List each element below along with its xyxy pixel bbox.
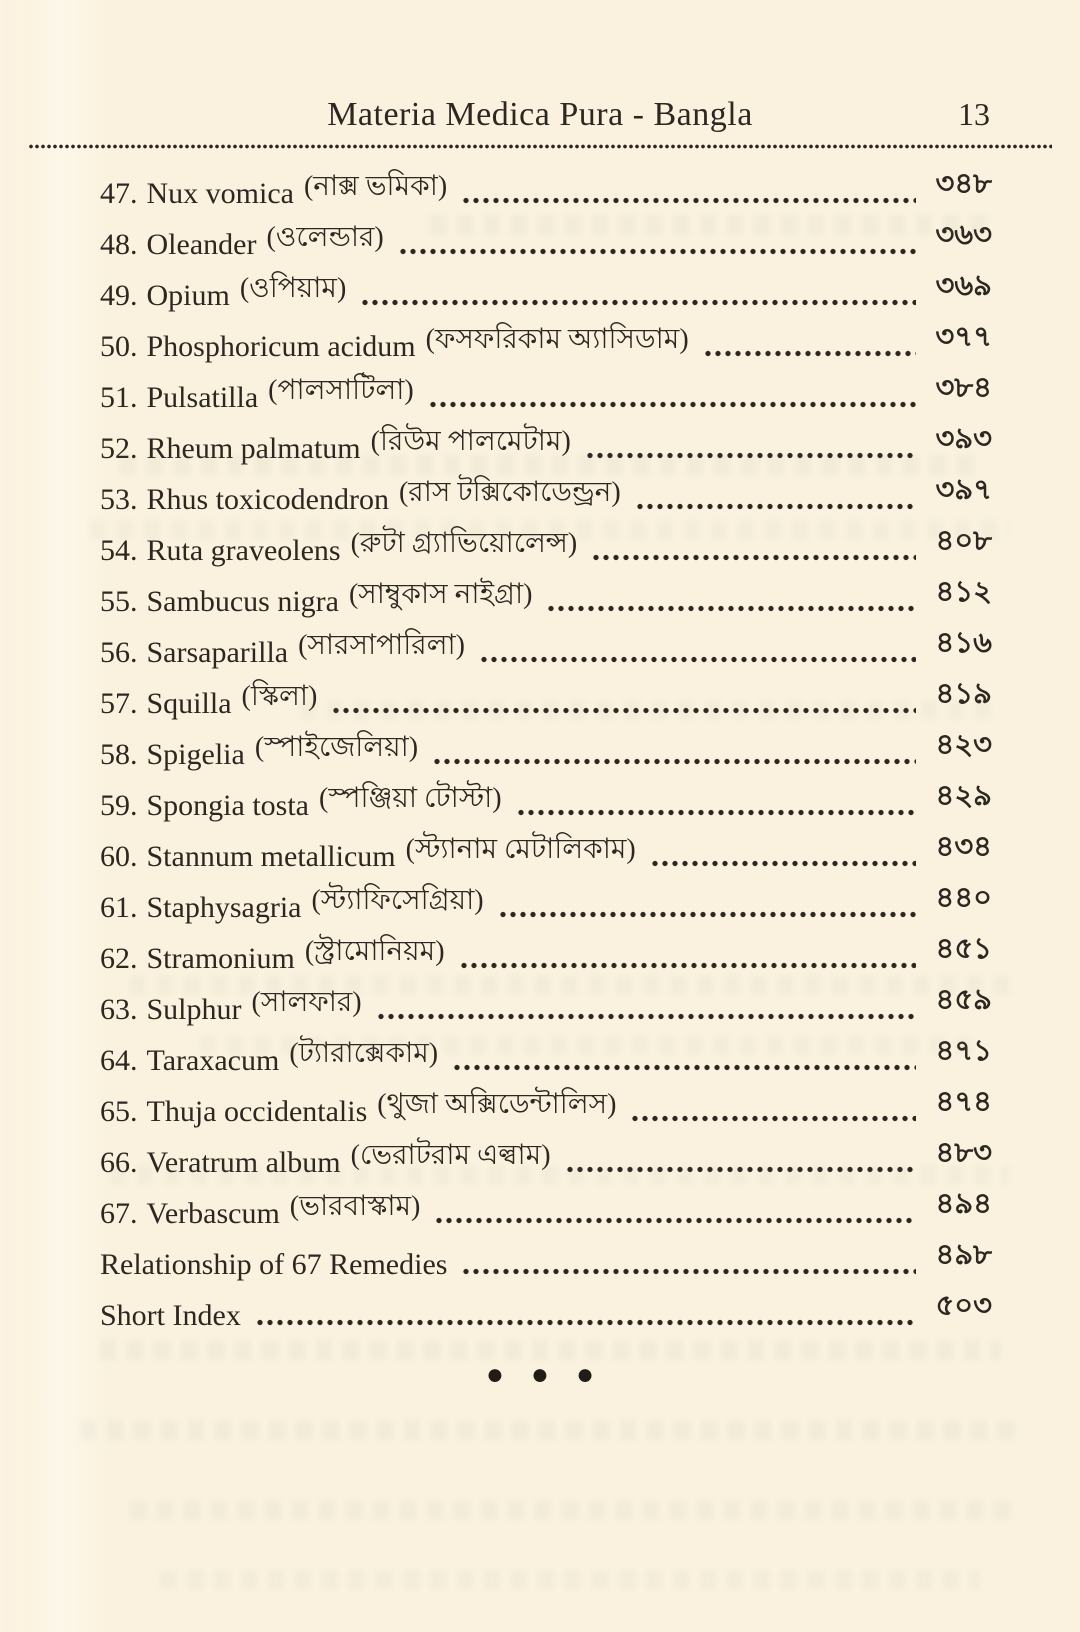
toc-entry-number: 49.: [100, 279, 138, 312]
dot-leader: [546, 605, 916, 612]
toc-entry-bengali-name: (রিউম পালমেটাম): [370, 426, 571, 457]
page-number: 13: [958, 96, 990, 132]
toc-entry: [100, 265, 992, 316]
toc-entry-page-number: ৩৪৮: [935, 168, 992, 200]
dot-leader: [591, 554, 916, 561]
toc-entry: [100, 469, 992, 520]
toc-entry-page-number: ৪২৯: [935, 780, 992, 812]
toc-entry-page-number: ৪৪০: [935, 882, 992, 914]
toc-entry-page-number: ৪১৯: [935, 678, 992, 710]
toc-entry-page-number: ৪৭৪: [935, 1086, 992, 1118]
toc-entry-page-number: ৩৯৩: [935, 423, 992, 455]
end-ornament-dots: ●●●: [485, 1358, 622, 1391]
toc-entry-bengali-name: (থুজা অক্সিডেন্টালিস): [377, 1089, 617, 1120]
toc-entry-number: 63.: [100, 993, 138, 1026]
toc-entry-latin-name: Sarsaparilla: [146, 636, 289, 669]
dot-leader: [479, 656, 916, 663]
toc-entry-latin-name: Squilla: [146, 687, 232, 720]
toc-entry-bengali-name: (রুটা গ্র্যাভিয়োলেন্স): [350, 528, 578, 559]
toc-entry-page-number: ৪১২: [935, 576, 992, 608]
toc-entry: [100, 163, 992, 214]
toc-entry-number: 62.: [100, 942, 138, 975]
toc-entry: [100, 1132, 992, 1183]
toc-entry: [100, 316, 992, 367]
toc-entry: [100, 1234, 992, 1285]
toc-entry-number: 57.: [100, 687, 138, 720]
toc-entry-number: 47.: [100, 177, 138, 210]
toc-entry-latin-name: Phosphoricum acidum: [146, 330, 416, 363]
dot-leader: [630, 1115, 916, 1122]
toc-entry-bengali-name: (ওলেন্ডার): [266, 222, 384, 253]
toc-entry-page-number: ৪৯৪: [935, 1188, 992, 1220]
toc-entry-page-number: ৪৯৮: [935, 1239, 992, 1271]
dot-leader: [516, 809, 916, 816]
dot-leader: [331, 707, 916, 714]
toc-entry-number: 53.: [100, 483, 138, 516]
dot-leader: [650, 860, 916, 867]
dot-leader: [376, 1013, 916, 1020]
bleed-through-artifact: [160, 1570, 980, 1590]
toc-entry: [100, 673, 992, 724]
toc-entry-bengali-name: (সালফার): [251, 987, 362, 1018]
toc-entry-page-number: ৩৬৩: [935, 219, 992, 251]
toc-entry-page-number: ৪২৩: [935, 729, 992, 761]
toc-entry-page-number: ৪৩৪: [935, 831, 992, 863]
toc-entry-number: 59.: [100, 789, 138, 822]
toc-entry-bengali-name: (স্পঞ্জিয়া টোস্টা): [319, 783, 502, 814]
toc-entry-number: 66.: [100, 1146, 138, 1179]
toc-entry-bengali-name: (ওপিয়াম): [239, 273, 347, 304]
toc-entry-latin-name: Spongia tosta: [146, 789, 309, 822]
toc-entry-bengali-name: (স্পাইজেলিয়া): [254, 732, 419, 763]
toc-entry-page-number: ৪০৮: [935, 525, 992, 557]
toc-entry-bengali-name: (সারসাপারিলা): [298, 630, 465, 661]
toc-entry: [100, 571, 992, 622]
toc-entry-bengali-name: (ফসফরিকাম অ্যাসিডাম): [425, 324, 689, 355]
toc-entry-bengali-name: (সাম্বুকাস নাইগ্রা): [348, 579, 533, 610]
dot-leader: [498, 911, 916, 918]
dot-leader: [428, 401, 916, 408]
toc-entry-number: 60.: [100, 840, 138, 873]
toc-entry-latin-name: Verbascum: [146, 1197, 280, 1230]
toc-entry-page-number: ৩৯৭: [935, 474, 992, 506]
toc-entry-bengali-name: (ট্যারাক্সেকাম): [289, 1038, 439, 1069]
toc-entry-page-number: ৪১৬: [935, 627, 992, 659]
toc-entry-page-number: ৩৭৭: [935, 321, 992, 353]
toc-entry: [100, 775, 992, 826]
toc-entry-latin-name: Rhus toxicodendron: [146, 483, 389, 516]
toc-entry: [100, 622, 992, 673]
dot-leader: [255, 1319, 916, 1326]
dot-leader: [432, 758, 916, 765]
toc-entry: [100, 1183, 992, 1234]
toc-entry-latin-name: Nux vomica: [146, 177, 294, 210]
dot-leader: [360, 299, 916, 306]
toc-entry-latin-name: Oleander: [146, 228, 257, 261]
toc-entry-latin-name: Stannum metallicum: [146, 840, 396, 873]
toc-entry-latin-name: Pulsatilla: [146, 381, 259, 414]
toc-entry: [100, 1030, 992, 1081]
toc-entry: [100, 877, 992, 928]
toc-entry-number: 58.: [100, 738, 138, 771]
toc-entry-latin-name: Short Index: [100, 1299, 241, 1332]
toc-entry-number: 50.: [100, 330, 138, 363]
book-title: Materia Medica Pura - Bangla: [327, 96, 753, 133]
toc-entry-latin-name: Veratrum album: [146, 1146, 341, 1179]
toc-entry-page-number: ৪৫১: [935, 933, 992, 965]
toc-entry-latin-name: Opium: [146, 279, 230, 312]
dot-leader: [635, 503, 916, 510]
toc-entry: [100, 418, 992, 469]
toc-entry-latin-name: Relationship of 67 Remedies: [100, 1248, 448, 1281]
toc-entry-bengali-name: (রাস টক্সিকোডেন্ড্রন): [398, 477, 621, 508]
dot-leader: [565, 1166, 916, 1173]
toc-entry-page-number: ৩৬৯: [935, 270, 992, 302]
toc-entry-number: 65.: [100, 1095, 138, 1128]
toc-entry: [100, 979, 992, 1030]
toc-entry-number: 54.: [100, 534, 138, 567]
dot-leader: [398, 248, 916, 255]
toc-entry: [100, 1081, 992, 1132]
dot-leader: [461, 197, 916, 204]
dot-leader: [434, 1217, 916, 1224]
toc-entry-latin-name: Spigelia: [146, 738, 245, 771]
toc-entry-latin-name: Rheum palmatum: [146, 432, 361, 465]
toc-entry: [100, 928, 992, 979]
toc-entry-page-number: ৪৮৩: [935, 1137, 992, 1169]
toc-entry-number: 56.: [100, 636, 138, 669]
toc-entry-number: 55.: [100, 585, 138, 618]
toc-entry-number: 61.: [100, 891, 138, 924]
toc-entry-page-number: ৪৫৯: [935, 984, 992, 1016]
dot-leader: [461, 1268, 916, 1275]
dotted-divider: [28, 144, 1052, 149]
toc-entry-latin-name: Ruta graveolens: [146, 534, 341, 567]
bleed-through-artifact: [80, 1420, 1020, 1440]
toc-entry-latin-name: Taraxacum: [146, 1044, 280, 1077]
toc-list: [100, 163, 992, 1336]
toc-entry-bengali-name: (পালসাটিলা): [268, 375, 414, 406]
toc-entry-number: 48.: [100, 228, 138, 261]
toc-entry-latin-name: Stramonium: [146, 942, 295, 975]
toc-entry: [100, 367, 992, 418]
toc-entry-bengali-name: (স্ট্যানাম মেটালিকাম): [405, 834, 636, 865]
toc-entry: [100, 520, 992, 571]
toc-entry-number: 52.: [100, 432, 138, 465]
dot-leader: [703, 350, 916, 357]
toc-entry-bengali-name: (স্ট্রামোনিয়ম): [304, 936, 445, 967]
toc-entry: [100, 1285, 992, 1336]
dot-leader: [452, 1064, 916, 1071]
toc-entry-bengali-name: (নাক্স ভমিকা): [303, 171, 448, 202]
toc-entry-latin-name: Sulphur: [146, 993, 242, 1026]
dot-leader: [585, 452, 916, 459]
toc-entry-number: 64.: [100, 1044, 138, 1077]
toc-entry-number: 51.: [100, 381, 138, 414]
toc-entry-page-number: ৩৮৪: [935, 372, 992, 404]
toc-entry-page-number: ৪৭১: [935, 1035, 992, 1067]
toc-entry-bengali-name: (স্ট্যাফিসেগ্রিয়া): [311, 885, 484, 916]
toc-entry-page-number: ৫০৩: [935, 1290, 992, 1322]
toc-entry: [100, 724, 992, 775]
toc-entry: [100, 214, 992, 265]
toc-entry-number: 67.: [100, 1197, 138, 1230]
toc-entry-latin-name: Staphysagria: [146, 891, 302, 924]
toc-entry: [100, 826, 992, 877]
dot-leader: [459, 962, 916, 969]
bleed-through-artifact: [130, 1500, 1010, 1520]
toc-entry-bengali-name: (ভারবাস্কাম): [289, 1191, 421, 1222]
toc-entry-bengali-name: (স্কিলা): [241, 681, 318, 712]
page-header: [0, 0, 1080, 134]
bleed-through-artifact: [100, 1340, 1000, 1360]
toc-entry-latin-name: Thuja occidentalis: [146, 1095, 368, 1128]
toc-entry-latin-name: Sambucus nigra: [146, 585, 339, 618]
toc-entry-bengali-name: (ভেরাটরাম এল্বাম): [350, 1140, 551, 1171]
